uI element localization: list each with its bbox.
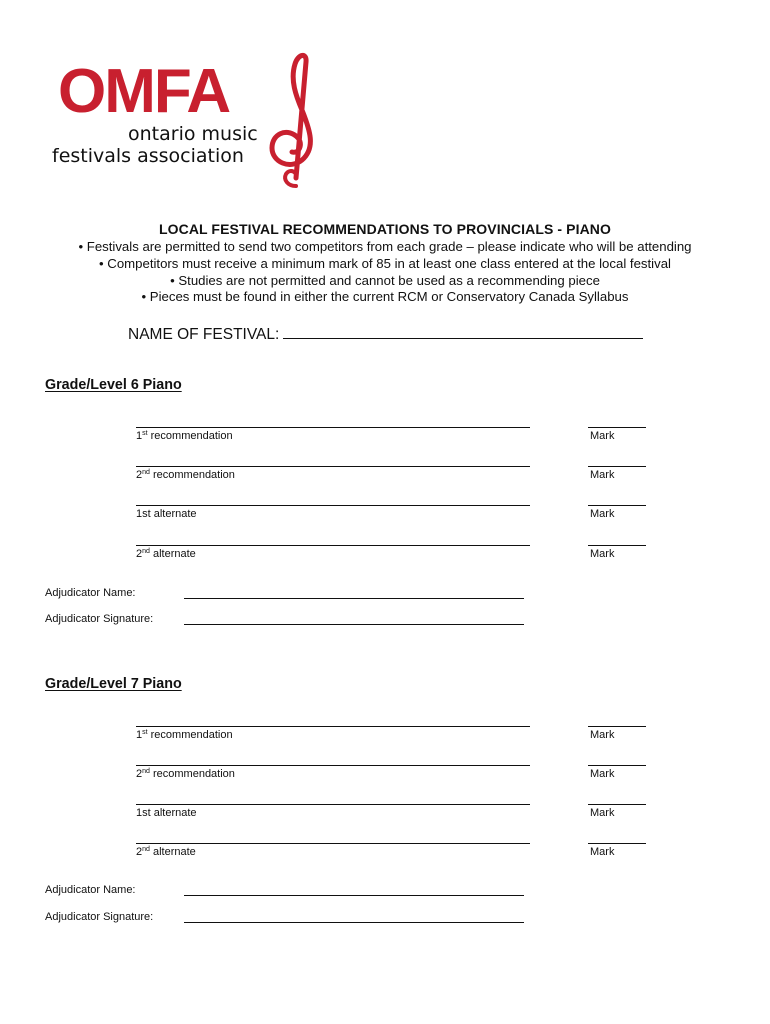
mark-label: Mark [590, 548, 615, 560]
page-title: LOCAL FESTIVAL RECOMMENDATIONS TO PROVINCIALS - PIANO [158, 221, 612, 237]
instructions-list [0, 239, 770, 306]
mark-line[interactable] [588, 545, 646, 546]
mark-label: Mark [590, 768, 615, 780]
mark-line[interactable] [588, 765, 646, 766]
row-label: 2nd alternate [136, 846, 196, 858]
treble-clef-icon [272, 55, 310, 186]
instruction-item: • Studies are not permitted and cannot be used as a recommending piece [170, 272, 600, 288]
mark-label: Mark [590, 469, 615, 481]
omfa-logo [50, 52, 330, 192]
logo-name-line1: ontario music [128, 123, 258, 145]
recommendation-line[interactable] [136, 765, 530, 766]
row-label: 2nd recommendation [136, 768, 235, 780]
recommendation-line[interactable] [136, 505, 530, 506]
mark-label: Mark [590, 729, 615, 741]
row-label: 2nd alternate [136, 548, 196, 560]
mark-line[interactable] [588, 804, 646, 805]
festival-name-field[interactable] [283, 322, 643, 339]
festival-name-row [128, 322, 643, 344]
row-label: 1st alternate [136, 508, 197, 520]
logo-acronym: OMFA [58, 57, 230, 126]
instruction-item: • Festivals are permitted to send two competitors from each grade – please indicate who will be attending [78, 239, 692, 254]
recommendation-line[interactable] [136, 466, 530, 467]
adjudicator-name-field[interactable] [184, 895, 524, 896]
row-label: 1st recommendation [136, 430, 233, 442]
adjudicator-signature-field[interactable] [184, 922, 524, 923]
row-label: 1st recommendation [136, 729, 233, 741]
mark-line[interactable] [588, 466, 646, 467]
mark-line[interactable] [588, 843, 646, 844]
recommendation-line[interactable] [136, 726, 530, 727]
mark-label: Mark [590, 846, 615, 858]
adjudicator-name-label: Adjudicator Name: [45, 884, 136, 896]
mark-label: Mark [590, 430, 615, 442]
adjudicator-name-label: Adjudicator Name: [45, 587, 136, 599]
mark-label: Mark [590, 508, 615, 520]
row-label: 2nd recommendation [136, 469, 235, 481]
row-label: 1st alternate [136, 807, 197, 819]
instruction-item: • Pieces must be found in either the current RCM or Conservatory Canada Syllabus [141, 289, 629, 305]
festival-name-label: NAME OF FESTIVAL: [128, 326, 280, 343]
mark-line[interactable] [588, 505, 646, 506]
recommendation-line[interactable] [136, 843, 530, 844]
logo-name-line2: festivals association [52, 145, 244, 167]
mark-label: Mark [590, 807, 615, 819]
adjudicator-signature-label: Adjudicator Signature: [45, 613, 154, 625]
adjudicator-signature-label: Adjudicator Signature: [45, 911, 154, 923]
adjudicator-name-field[interactable] [184, 598, 524, 599]
mark-line[interactable] [588, 726, 646, 727]
recommendation-line[interactable] [136, 427, 530, 428]
section-heading-grade-7: Grade/Level 7 Piano [45, 676, 182, 692]
mark-line[interactable] [588, 427, 646, 428]
recommendation-line[interactable] [136, 545, 530, 546]
instruction-item: • Competitors must receive a minimum mark of 85 in at least one class entered at the local festival [99, 255, 671, 271]
recommendation-line[interactable] [136, 804, 530, 805]
adjudicator-signature-field[interactable] [184, 624, 524, 625]
section-heading-grade-6: Grade/Level 6 Piano [45, 377, 182, 393]
